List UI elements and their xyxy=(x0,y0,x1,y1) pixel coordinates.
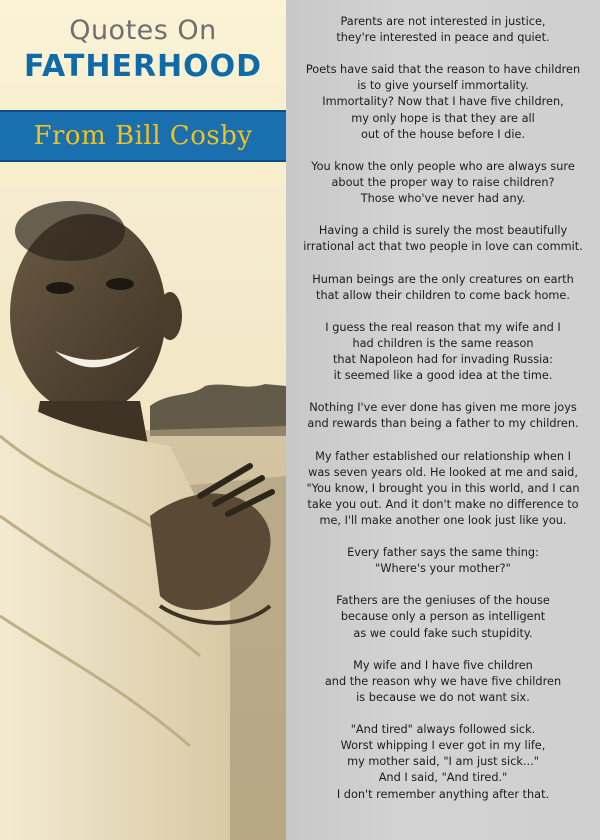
quote-line: that allow their children to come back home. xyxy=(316,288,570,302)
quote-block xyxy=(290,14,596,46)
quote-line: that Napoleon had for invading Russia: xyxy=(333,352,553,366)
quote-line: Every father says the same thing: xyxy=(347,546,539,560)
quote-block xyxy=(290,223,596,255)
quote-line: My father established our relationship when I xyxy=(315,449,571,463)
quote-line: they're interested in peace and quiet. xyxy=(336,31,550,45)
quote-line: I guess the real reason that my wife and I xyxy=(325,320,561,334)
quote-line: Nothing I've ever done has given me more joys xyxy=(309,401,577,415)
quote-block xyxy=(290,449,596,529)
quote-line: about the proper way to raise children? xyxy=(331,175,555,189)
quote-line: Human beings are the only creatures on earth xyxy=(312,272,574,286)
quote-line: My wife and I have five children xyxy=(353,658,533,672)
author-banner xyxy=(0,110,286,162)
quote-block xyxy=(290,722,596,802)
quote-line: Worst whipping I ever got in my life, xyxy=(340,739,546,753)
quote-line: Those who've never had any. xyxy=(360,192,526,206)
quote-block xyxy=(290,593,596,641)
quote-line: is to give yourself immortality. xyxy=(357,79,529,93)
quote-line: Fathers are the geniuses of the house xyxy=(336,594,550,608)
quote-line: out of the house before I die. xyxy=(360,127,526,141)
quote-block xyxy=(290,272,596,304)
quote-block xyxy=(290,400,596,432)
quote-line: me, I'll make another one look just like you. xyxy=(319,513,567,527)
quote-line: "You know, I brought you in this world, and I can xyxy=(306,481,580,495)
quote-line: irrational act that two people in love can commit. xyxy=(303,240,583,254)
quote-line: Having a child is surely the most beautifully xyxy=(318,224,568,238)
quote-line: "And tired" always followed sick. xyxy=(350,723,536,737)
quote-line: as we could fake such stupidity. xyxy=(353,626,533,640)
quote-block xyxy=(290,62,596,142)
quote-line: I don't remember anything after that. xyxy=(336,787,550,801)
quote-line: You know the only people who are always sure xyxy=(311,159,575,173)
quote-block xyxy=(290,545,596,577)
quote-line: my only hope is that they are all xyxy=(351,111,535,125)
quote-line: it seemed like a good idea at the time. xyxy=(333,369,553,383)
quote-line: and rewards than being a father to my children. xyxy=(307,417,579,431)
quote-block xyxy=(290,320,596,384)
quote-line: Immortality? Now that I have five children, xyxy=(322,95,564,109)
quote-line: is because we do not want six. xyxy=(356,690,530,704)
quote-block xyxy=(290,159,596,207)
quote-line: my mother said, "I am just sick..." xyxy=(347,755,539,769)
quote-line: because only a person as intelligent xyxy=(340,610,546,624)
quote-block xyxy=(290,658,596,706)
quote-line: "Where's your mother?" xyxy=(375,562,511,576)
quote-line: Poets have said that the reason to have children xyxy=(305,63,581,77)
quote-line: Parents are not interested in justice, xyxy=(340,15,546,28)
quotes-list xyxy=(290,14,596,819)
left-panel xyxy=(0,0,286,840)
title-line-quotes-on: Quotes On xyxy=(69,15,217,46)
quote-line: take you out. And it don't make no difference to xyxy=(307,497,579,511)
quote-line: and the reason why we have five children xyxy=(324,674,562,688)
quote-line: had children is the same reason xyxy=(352,336,534,350)
title-line-fatherhood: FATHERHOOD xyxy=(23,49,263,84)
author-banner-text: From Bill Cosby xyxy=(33,121,253,151)
quote-line: And I said, "And tired." xyxy=(378,771,508,785)
portrait-photo xyxy=(0,186,286,840)
quote-line: was seven years old. He looked at me and said, xyxy=(308,465,578,479)
poster-title xyxy=(0,14,286,86)
